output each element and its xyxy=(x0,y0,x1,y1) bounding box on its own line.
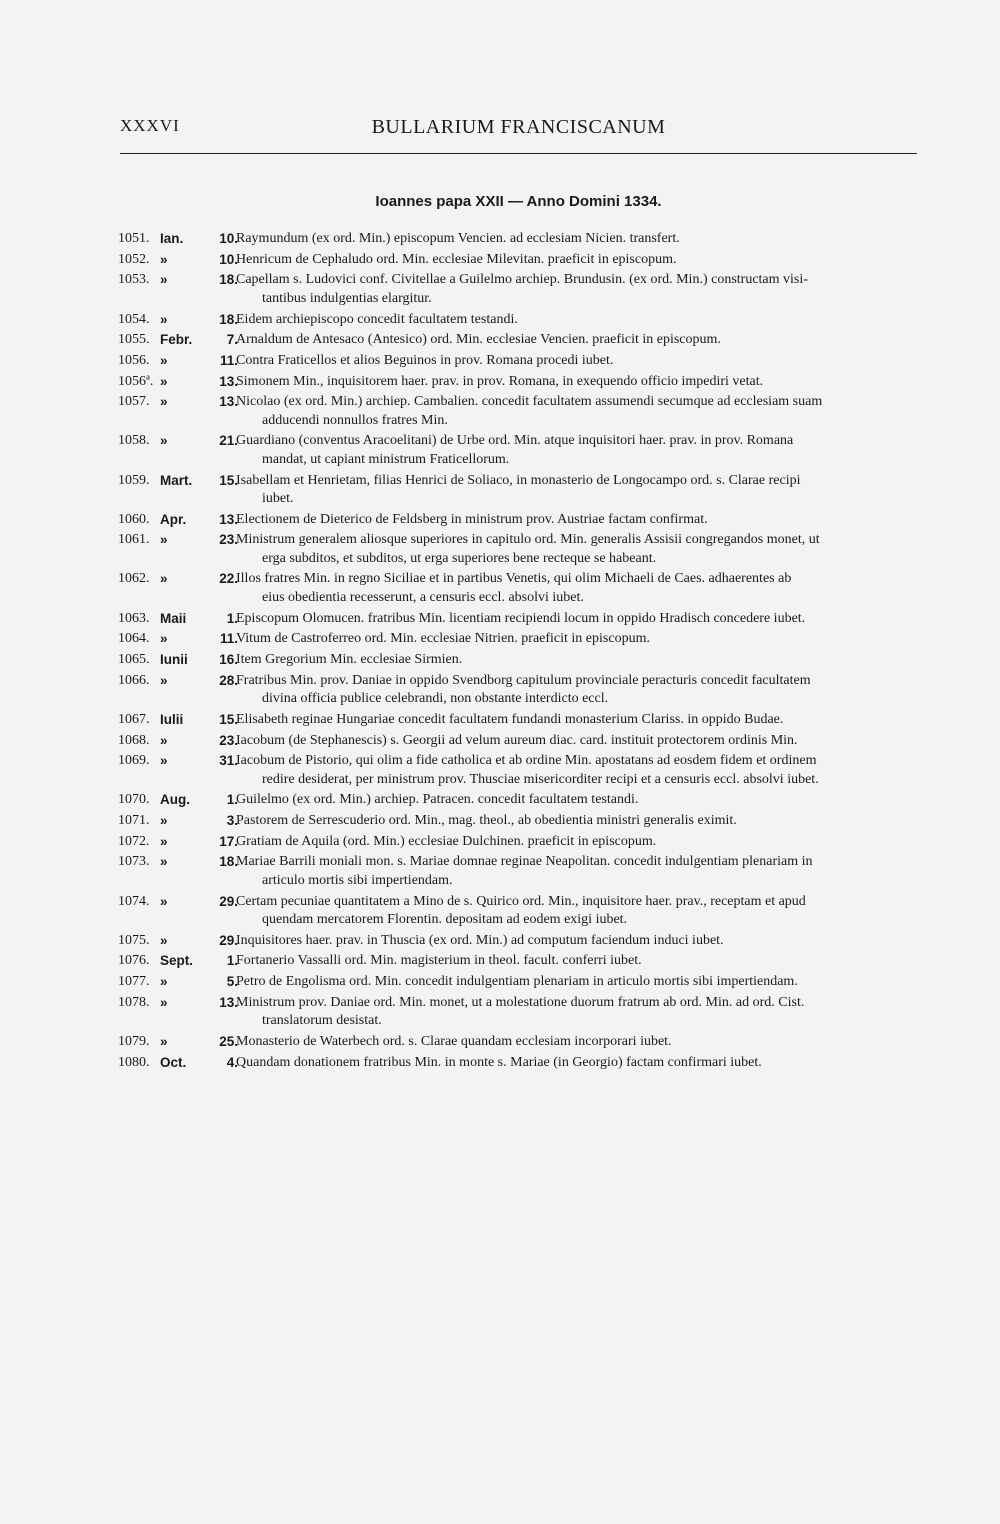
entry-row xyxy=(118,531,922,568)
entry-text xyxy=(236,812,922,830)
entry-text-line: Illos fratres Min. in regno Siciliae et in partibus Venetis, qui olim Michaeli de Caes. adhaerentes ab xyxy=(236,571,792,587)
entry-number: 1059. xyxy=(118,472,150,488)
entry-row xyxy=(118,651,922,669)
entry-month: Ian. xyxy=(160,231,184,246)
entry-text xyxy=(236,732,922,750)
entry-text-line: Eidem archiepiscopo concedit facultatem testandi. xyxy=(236,311,518,327)
entry-text-line: tantibus indulgentias elargitur. xyxy=(262,290,432,306)
entry-text xyxy=(236,432,922,469)
entry-number: 1060. xyxy=(118,511,150,527)
entry-number: 1077. xyxy=(118,974,150,990)
entry-number: 1057. xyxy=(118,394,150,410)
entry-month: Sept. xyxy=(160,953,194,969)
entry-row xyxy=(118,230,922,248)
entry-text-line: Item Gregorium Min. ecclesiae Sirmien. xyxy=(236,651,463,667)
entry-text xyxy=(236,893,922,930)
entry-row xyxy=(118,311,922,329)
entry-text-line: Henricum de Cephaludo ord. Min. ecclesiae Milevitan. praeficit in episcopum. xyxy=(236,251,677,267)
entry-text xyxy=(236,630,922,648)
entry-text-line: Ministrum generalem aliosque superiores in capitulo ord. Min. generalis Assisii congregandos monet, ut xyxy=(236,532,820,548)
entry-number: 1055. xyxy=(118,332,150,348)
entry-text-line: divina officia publice celebrandi, non obstante interdicto eccl. xyxy=(262,691,609,707)
entry-day: 15. xyxy=(219,472,238,488)
entry-number: 1071. xyxy=(118,813,150,829)
entry-month: Febr. xyxy=(160,332,193,348)
entries-list xyxy=(118,230,922,1074)
entry-day: 3. xyxy=(226,813,238,829)
entry-month: » xyxy=(160,631,168,647)
entry-text-line: Contra Fraticellos et alios Beguinos in prov. Romana procedi iubet. xyxy=(236,352,614,368)
entry-number: 1080. xyxy=(118,1054,150,1070)
entry-month: » xyxy=(160,854,168,870)
entry-day: 10. xyxy=(219,251,238,267)
entry-text xyxy=(236,994,922,1031)
entry-text xyxy=(236,752,922,789)
entry-row xyxy=(118,393,922,430)
entry-text xyxy=(236,973,922,991)
entry-number: 1079. xyxy=(118,1033,150,1049)
entry-text xyxy=(236,472,922,509)
entry-day: 13. xyxy=(219,394,238,410)
entry-row xyxy=(118,511,922,529)
entry-day: 1. xyxy=(226,792,238,808)
entry-row xyxy=(118,853,922,890)
entry-text xyxy=(236,511,922,529)
entry-month: » xyxy=(160,974,168,990)
entry-text-line: Electionem de Dieterico de Feldsberg in ministrum prov. Austriae factam confirmat. xyxy=(236,511,708,527)
entry-day: 1. xyxy=(226,610,238,626)
entry-number: 1063. xyxy=(118,610,150,626)
entry-text-line: erga subditos, et subditos, ut erga superiores bene recteque se habeant. xyxy=(262,550,657,566)
entry-text-line: Pastorem de Serrescuderio ord. Min., mag. theol., ab obedientia ministri generalis eximit. xyxy=(236,813,737,829)
entry-text-line: Fortanerio Vassalli ord. Min. magisterium in theol. facult. conferri iubet. xyxy=(236,953,642,969)
entry-day: 17. xyxy=(219,833,238,849)
entry-text xyxy=(236,311,922,329)
entry-number: 1076. xyxy=(118,953,150,969)
entry-month: Iulii xyxy=(160,711,184,727)
entry-row xyxy=(118,893,922,930)
entry-number: 1053. xyxy=(118,272,150,288)
entry-day: 13. xyxy=(219,511,238,527)
entry-day: 23. xyxy=(219,532,238,548)
entry-day: 28. xyxy=(219,672,238,688)
running-head xyxy=(120,116,917,146)
entry-day: 18. xyxy=(219,311,238,327)
entry-text xyxy=(236,1033,922,1051)
entry-text-line: Mariae Barrili moniali mon. s. Mariae domnae reginae Neapolitan. concedit indulgentiam plenariam in xyxy=(236,854,813,870)
entry-number: 1058. xyxy=(118,433,150,449)
entry-row xyxy=(118,973,922,991)
entry-day: 16. xyxy=(219,651,238,667)
entry-text-line: Petro de Engolisma ord. Min. concedit indulgentiam plenariam in articulo mortis sibi impertiendam. xyxy=(236,974,798,990)
entry-number: 1074. xyxy=(118,893,150,909)
entry-text-line: Nicolao (ex ord. Min.) archiep. Cambalien. concedit facultatem assumendi secumque ad ecclesiam suam xyxy=(236,394,823,410)
entry-month: Maii xyxy=(160,610,187,626)
entry-text xyxy=(236,531,922,568)
entry-text xyxy=(236,393,922,430)
entry-number: 1062. xyxy=(118,571,150,587)
entry-text-line: Fratribus Min. prov. Daniae in oppido Svendborg capitulum provinciale peracturis concedit facultatem xyxy=(236,672,811,688)
entry-number: 1056. xyxy=(118,352,150,368)
entry-row xyxy=(118,1054,922,1072)
entry-row xyxy=(118,791,922,809)
entry-text-line: Elisabeth reginae Hungariae concedit facultatem fundandi monasterium Clariss. in oppido Budae. xyxy=(236,711,784,727)
entry-number: 1073. xyxy=(118,854,150,870)
entry-text xyxy=(236,833,922,851)
entry-day: 11. xyxy=(219,352,238,368)
entry-text-line: Gratiam de Aquila (ord. Min.) ecclesiae Dulchinen. praeficit in episcopum. xyxy=(236,833,657,849)
entry-row xyxy=(118,711,922,729)
entry-month: » xyxy=(160,1033,168,1049)
entry-day: 25. xyxy=(219,1033,238,1049)
entry-day: 21. xyxy=(219,433,238,449)
entry-text-line: mandat, ut capiant ministrum Fraticellorum. xyxy=(262,451,510,467)
entry-text xyxy=(236,230,922,248)
entry-number: 1067. xyxy=(118,711,150,727)
entry-day: 10. xyxy=(219,231,238,246)
entry-row xyxy=(118,952,922,970)
entry-row xyxy=(118,472,922,509)
entry-day: 18. xyxy=(219,272,238,288)
entry-day: 7. xyxy=(226,332,238,348)
entry-row xyxy=(118,352,922,370)
entry-row xyxy=(118,994,922,1031)
entry-day: 29. xyxy=(219,893,238,909)
entry-month: » xyxy=(160,373,168,389)
entry-row xyxy=(118,251,922,269)
entry-day: 13. xyxy=(219,994,238,1010)
entry-text-line: Inquisitores haer. prav. in Thuscia (ex ord. Min.) ad computum faciendum induci iubet. xyxy=(236,932,724,948)
entry-text-line: Iacobum (de Stephanescis) s. Georgii ad velum aureum diac. card. instituit protectorem ordinis Min. xyxy=(236,732,798,748)
entry-row xyxy=(118,672,922,709)
entry-number: 1069. xyxy=(118,753,150,769)
entry-text-line: Isabellam et Henrietam, filias Henrici de Soliaco, in monasterio de Longocampo ord. s. Clarae recipi xyxy=(236,472,801,488)
entry-month: » xyxy=(160,251,168,267)
entry-day: 1. xyxy=(226,953,238,969)
entry-text-line: iubet. xyxy=(262,490,294,506)
entry-text-line: translatorum desistat. xyxy=(262,1013,382,1029)
entry-day: 4. xyxy=(226,1054,238,1070)
entry-month: » xyxy=(160,833,168,849)
entry-day: 18. xyxy=(219,854,238,870)
section-title: Ioannes papa XXII — Anno Domini 1334. xyxy=(375,193,662,210)
entry-text xyxy=(236,331,922,349)
entry-month: Oct. xyxy=(160,1054,187,1070)
entry-number: 1064. xyxy=(118,631,150,647)
entry-number: 1061. xyxy=(118,532,150,548)
entry-day: 15. xyxy=(219,711,238,727)
entry-row xyxy=(118,732,922,750)
entry-number: 1078. xyxy=(118,994,150,1010)
entry-text xyxy=(236,952,922,970)
entry-month: » xyxy=(160,994,168,1010)
entry-month: » xyxy=(160,813,168,829)
entry-number: 1056ª. xyxy=(118,373,154,389)
entry-month: » xyxy=(160,394,168,410)
entry-day: 13. xyxy=(219,373,238,389)
entry-number: 1070. xyxy=(118,792,150,808)
entry-text xyxy=(236,853,922,890)
entry-text xyxy=(236,932,922,950)
entry-text-line: Guardiano (conventus Aracoelitani) de Urbe ord. Min. atque inquisitori haer. prav. in prov. Romana xyxy=(236,433,794,449)
entry-month: » xyxy=(160,532,168,548)
page-number: XXXVI xyxy=(120,116,180,135)
header-rule xyxy=(120,153,917,154)
entry-text-line: Vitum de Castroferreo ord. Min. ecclesiae Nitrien. praeficit in episcopum. xyxy=(236,631,650,647)
entry-number: 1066. xyxy=(118,672,150,688)
entry-month: » xyxy=(160,272,168,288)
entry-text xyxy=(236,610,922,628)
entry-row xyxy=(118,630,922,648)
entry-text-line: eius obedientia recesserunt, a censuris eccl. absolvi iubet. xyxy=(262,589,584,605)
entry-row xyxy=(118,833,922,851)
entry-row xyxy=(118,570,922,607)
entry-text-line: Episcopum Olomucen. fratribus Min. licentiam recipiendi locum in oppido Hradisch concedere iubet. xyxy=(236,610,806,626)
entry-row xyxy=(118,271,922,308)
entry-text xyxy=(236,711,922,729)
entry-text xyxy=(236,672,922,709)
entry-month: » xyxy=(160,433,168,449)
entry-text-line: articulo mortis sibi impertiendam. xyxy=(262,872,453,888)
entry-text-line: Capellam s. Ludovici conf. Civitellae a Guilelmo archiep. Brundusin. (ex ord. Min.) constructam visi- xyxy=(236,272,808,288)
entry-text-line: Arnaldum de Antesaco (Antesico) ord. Min. ecclesiae Vencien. praeficit in episcopum. xyxy=(236,332,721,348)
entry-number: 1075. xyxy=(118,932,150,948)
entry-text-line: Quandam donationem fratribus Min. in monte s. Mariae (in Georgio) factam confirmari iubet. xyxy=(236,1054,762,1070)
entry-month: Iunii xyxy=(160,651,188,667)
entry-day: 11. xyxy=(219,631,238,647)
entry-text-line: Monasterio de Waterbech ord. s. Clarae quandam ecclesiam incorporari iubet. xyxy=(236,1033,672,1049)
entry-month: » xyxy=(160,571,168,587)
entry-month: Mart. xyxy=(160,472,193,488)
entry-month: » xyxy=(160,932,168,948)
entry-text-line: Guilelmo (ex ord. Min.) archiep. Patracen. concedit facultatem testandi. xyxy=(236,792,639,808)
entry-day: 5. xyxy=(226,974,238,990)
entry-row xyxy=(118,932,922,950)
entry-text-line: adducendi nonnullos fratres Min. xyxy=(262,412,448,428)
entry-number: 1051. xyxy=(118,231,150,246)
entry-day: 31. xyxy=(219,753,238,769)
entry-number: 1068. xyxy=(118,732,150,748)
entry-text-line: Iacobum de Pistorio, qui olim a fide catholica et ab ordine Min. apostatans ad eosdem fidem et ordinem xyxy=(236,753,817,769)
entry-text-line: Certam pecuniae quantitatem a Mino de s. Quirico ord. Min., inquisitore haer. prav., receptam et apud xyxy=(236,893,806,909)
running-title: BULLARIUM FRANCISCANUM xyxy=(371,116,666,138)
entry-number: 1052. xyxy=(118,251,150,267)
entry-number: 1065. xyxy=(118,651,150,667)
entry-row xyxy=(118,752,922,789)
entry-row xyxy=(118,812,922,830)
entry-row xyxy=(118,610,922,628)
entry-month: » xyxy=(160,352,168,368)
entry-row xyxy=(118,432,922,469)
entry-month: » xyxy=(160,672,168,688)
entry-month: Aug. xyxy=(160,792,190,808)
entry-month: » xyxy=(160,753,168,769)
entry-day: 22. xyxy=(219,571,238,587)
entry-number: 1054. xyxy=(118,311,150,327)
entry-text-line: quendam mercatorem Florentin. depositam ad eodem exigi iubet. xyxy=(262,911,628,927)
entry-text xyxy=(236,271,922,308)
entry-day: 23. xyxy=(219,732,238,748)
entry-text xyxy=(236,251,922,269)
entry-month: » xyxy=(160,311,168,327)
entry-text xyxy=(236,1054,922,1072)
entry-text xyxy=(236,791,922,809)
entry-month: » xyxy=(160,732,168,748)
entry-text xyxy=(236,373,922,391)
entry-row xyxy=(118,1033,922,1051)
entry-text xyxy=(236,352,922,370)
entry-text-line: Ministrum prov. Daniae ord. Min. monet, ut a molestatione duorum fratrum ab ord. Min. ad ord. Cist. xyxy=(236,994,805,1010)
entry-text-line: redire desiderat, per ministrum prov. Thusciae misericorditer recipi et a censuris eccl. absolvi iubet. xyxy=(262,771,819,787)
entry-month: » xyxy=(160,893,168,909)
entry-text-line: Raymundum (ex ord. Min.) episcopum Vencien. ad ecclesiam Nicien. transfert. xyxy=(236,231,680,246)
entry-day: 29. xyxy=(219,932,238,948)
entry-text xyxy=(236,570,922,607)
entry-row xyxy=(118,331,922,349)
entry-text xyxy=(236,651,922,669)
entry-row xyxy=(118,373,922,391)
entry-text-line: Simonem Min., inquisitorem haer. prav. in prov. Romana, in exequendo officio impediri vetat. xyxy=(236,373,764,389)
entry-number: 1072. xyxy=(118,833,150,849)
entry-month: Apr. xyxy=(160,511,187,527)
